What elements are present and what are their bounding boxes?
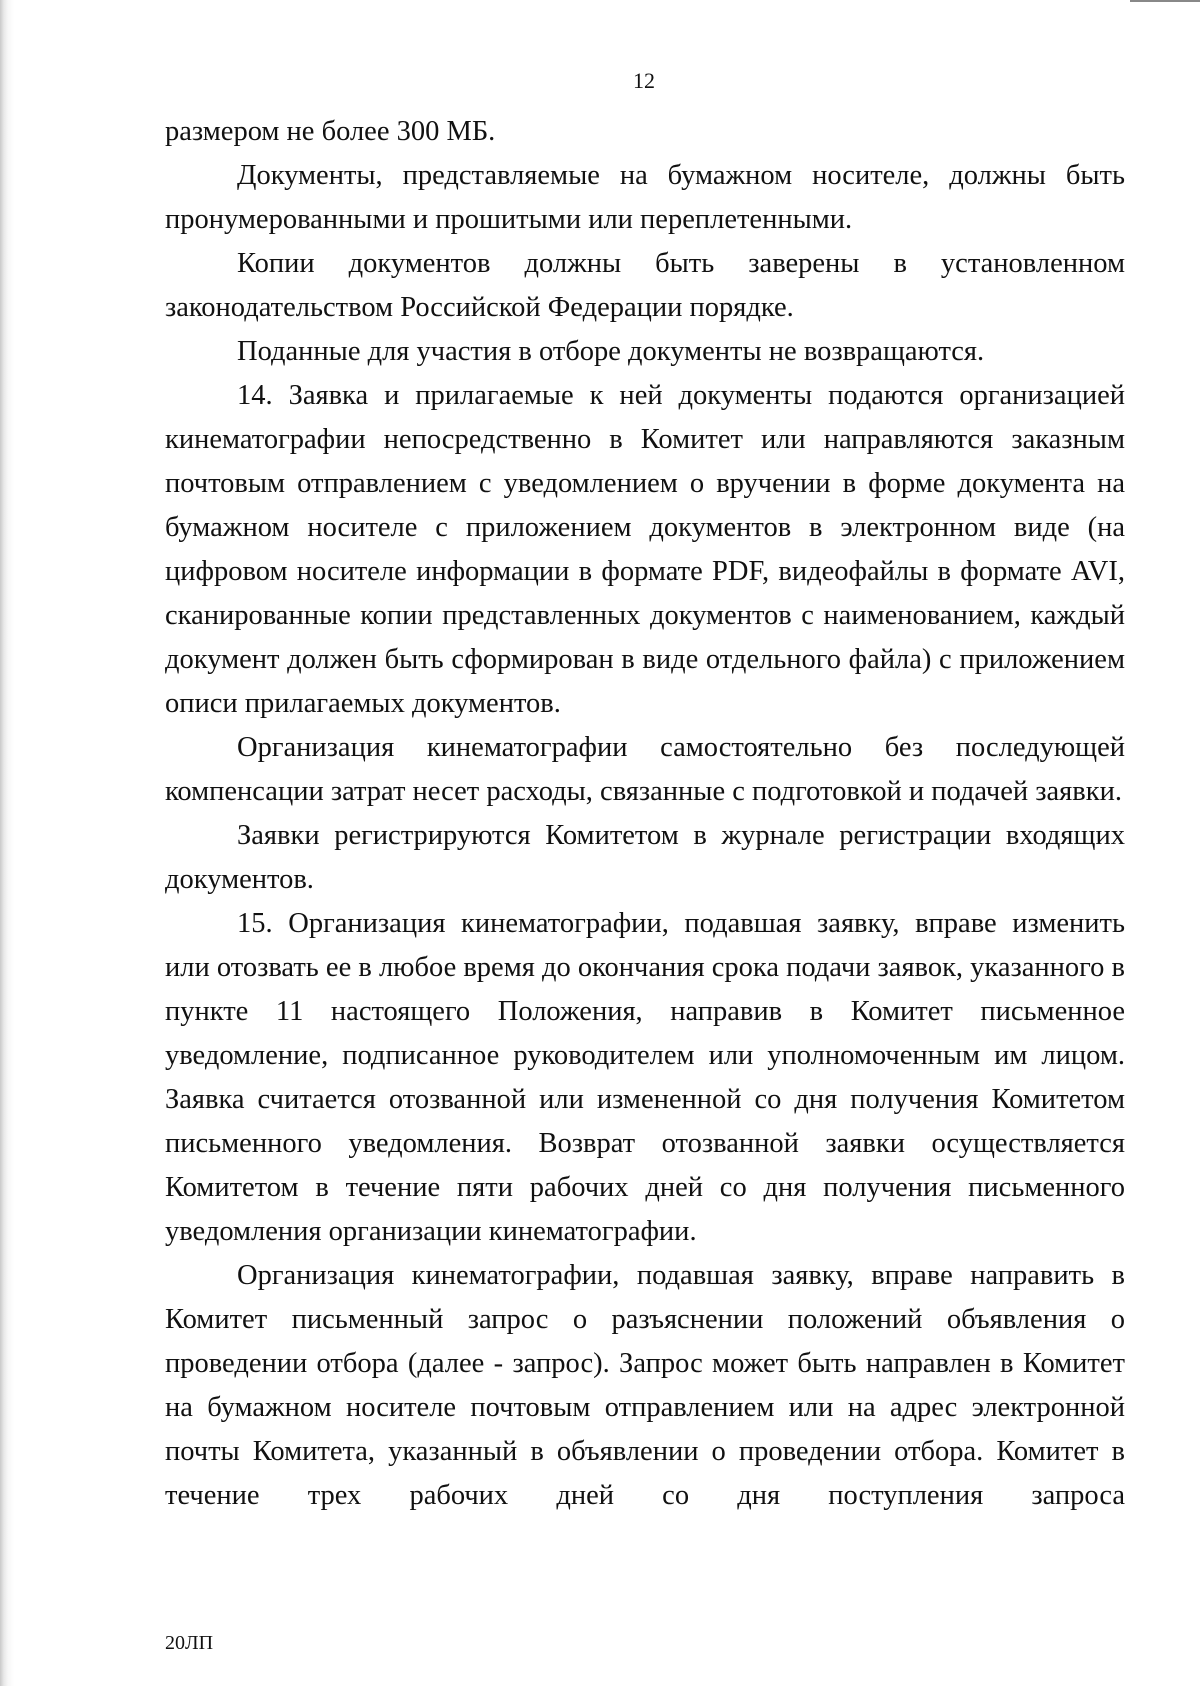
- scan-mark: [1130, 0, 1200, 2]
- paragraph-item-15: 15. Организация кинематографии, подавшая заявку, вправе изменить или отозвать ее в любое время до окончания срока подачи заявок, указанного в пункте 11 настоящего Положения, направив в Комитет письменное уведомление, подписанное руководителем или уполномоченным им лицом. Заявка считается отозванной или измененной со дня получения Комитетом письменного уведомления. Возврат отозванной заявки осуществляется Комитетом в течение пяти рабочих дней со дня получения письменного уведомления организации кинематографии.: [165, 908, 1125, 1247]
- scan-edge: [0, 0, 14, 1686]
- paragraph: Организация кинематографии самостоятельно без последующей компенсации затрат несет расходы, связанные с подготовкой и подачей заявки.: [165, 732, 1125, 807]
- page-number: 12: [633, 68, 655, 93]
- paragraph: Организация кинематографии, подавшая заявку, вправе направить в Комитет письменный запрос о разъяснении положений объявления о проведении отбора (далее - запрос). Запрос может быть направлен в Комитет на бумажном носителе почтовым отправлением или на адрес электронной почты Комитета, указанный в объявлении о проведении отбора. Комитет в течение трех рабочих дней со дня поступления запроса: [165, 1260, 1125, 1511]
- document-body: [165, 110, 1125, 1518]
- paragraph: Поданные для участия в отборе документы не возвращаются.: [237, 336, 985, 367]
- footer-code: 20ЛП: [165, 1632, 214, 1654]
- paragraph: Заявки регистрируются Комитетом в журнале регистрации входящих документов.: [165, 820, 1125, 895]
- paragraph: Копии документов должны быть заверены в установленном законодательством Российской Федерации порядке.: [165, 248, 1125, 323]
- paragraph: Документы, представляемые на бумажном носителе, должны быть пронумерованными и прошитыми или переплетенными.: [165, 160, 1125, 235]
- paragraph: размером не более 300 МБ.: [165, 116, 496, 147]
- paragraph-item-14: 14. Заявка и прилагаемые к ней документы подаются организацией кинематографии непосредственно в Комитет или направляются заказным почтовым отправлением с уведомлением о вручении в форме документа на бумажном носителе с приложением документов в электронном виде (на цифровом носителе информации в формате PDF, видеофайлы в формате AVI, сканированные копии представленных документов с наименованием, каждый документ должен быть сформирован в виде отдельного файла) с приложением описи прилагаемых документов.: [165, 380, 1125, 719]
